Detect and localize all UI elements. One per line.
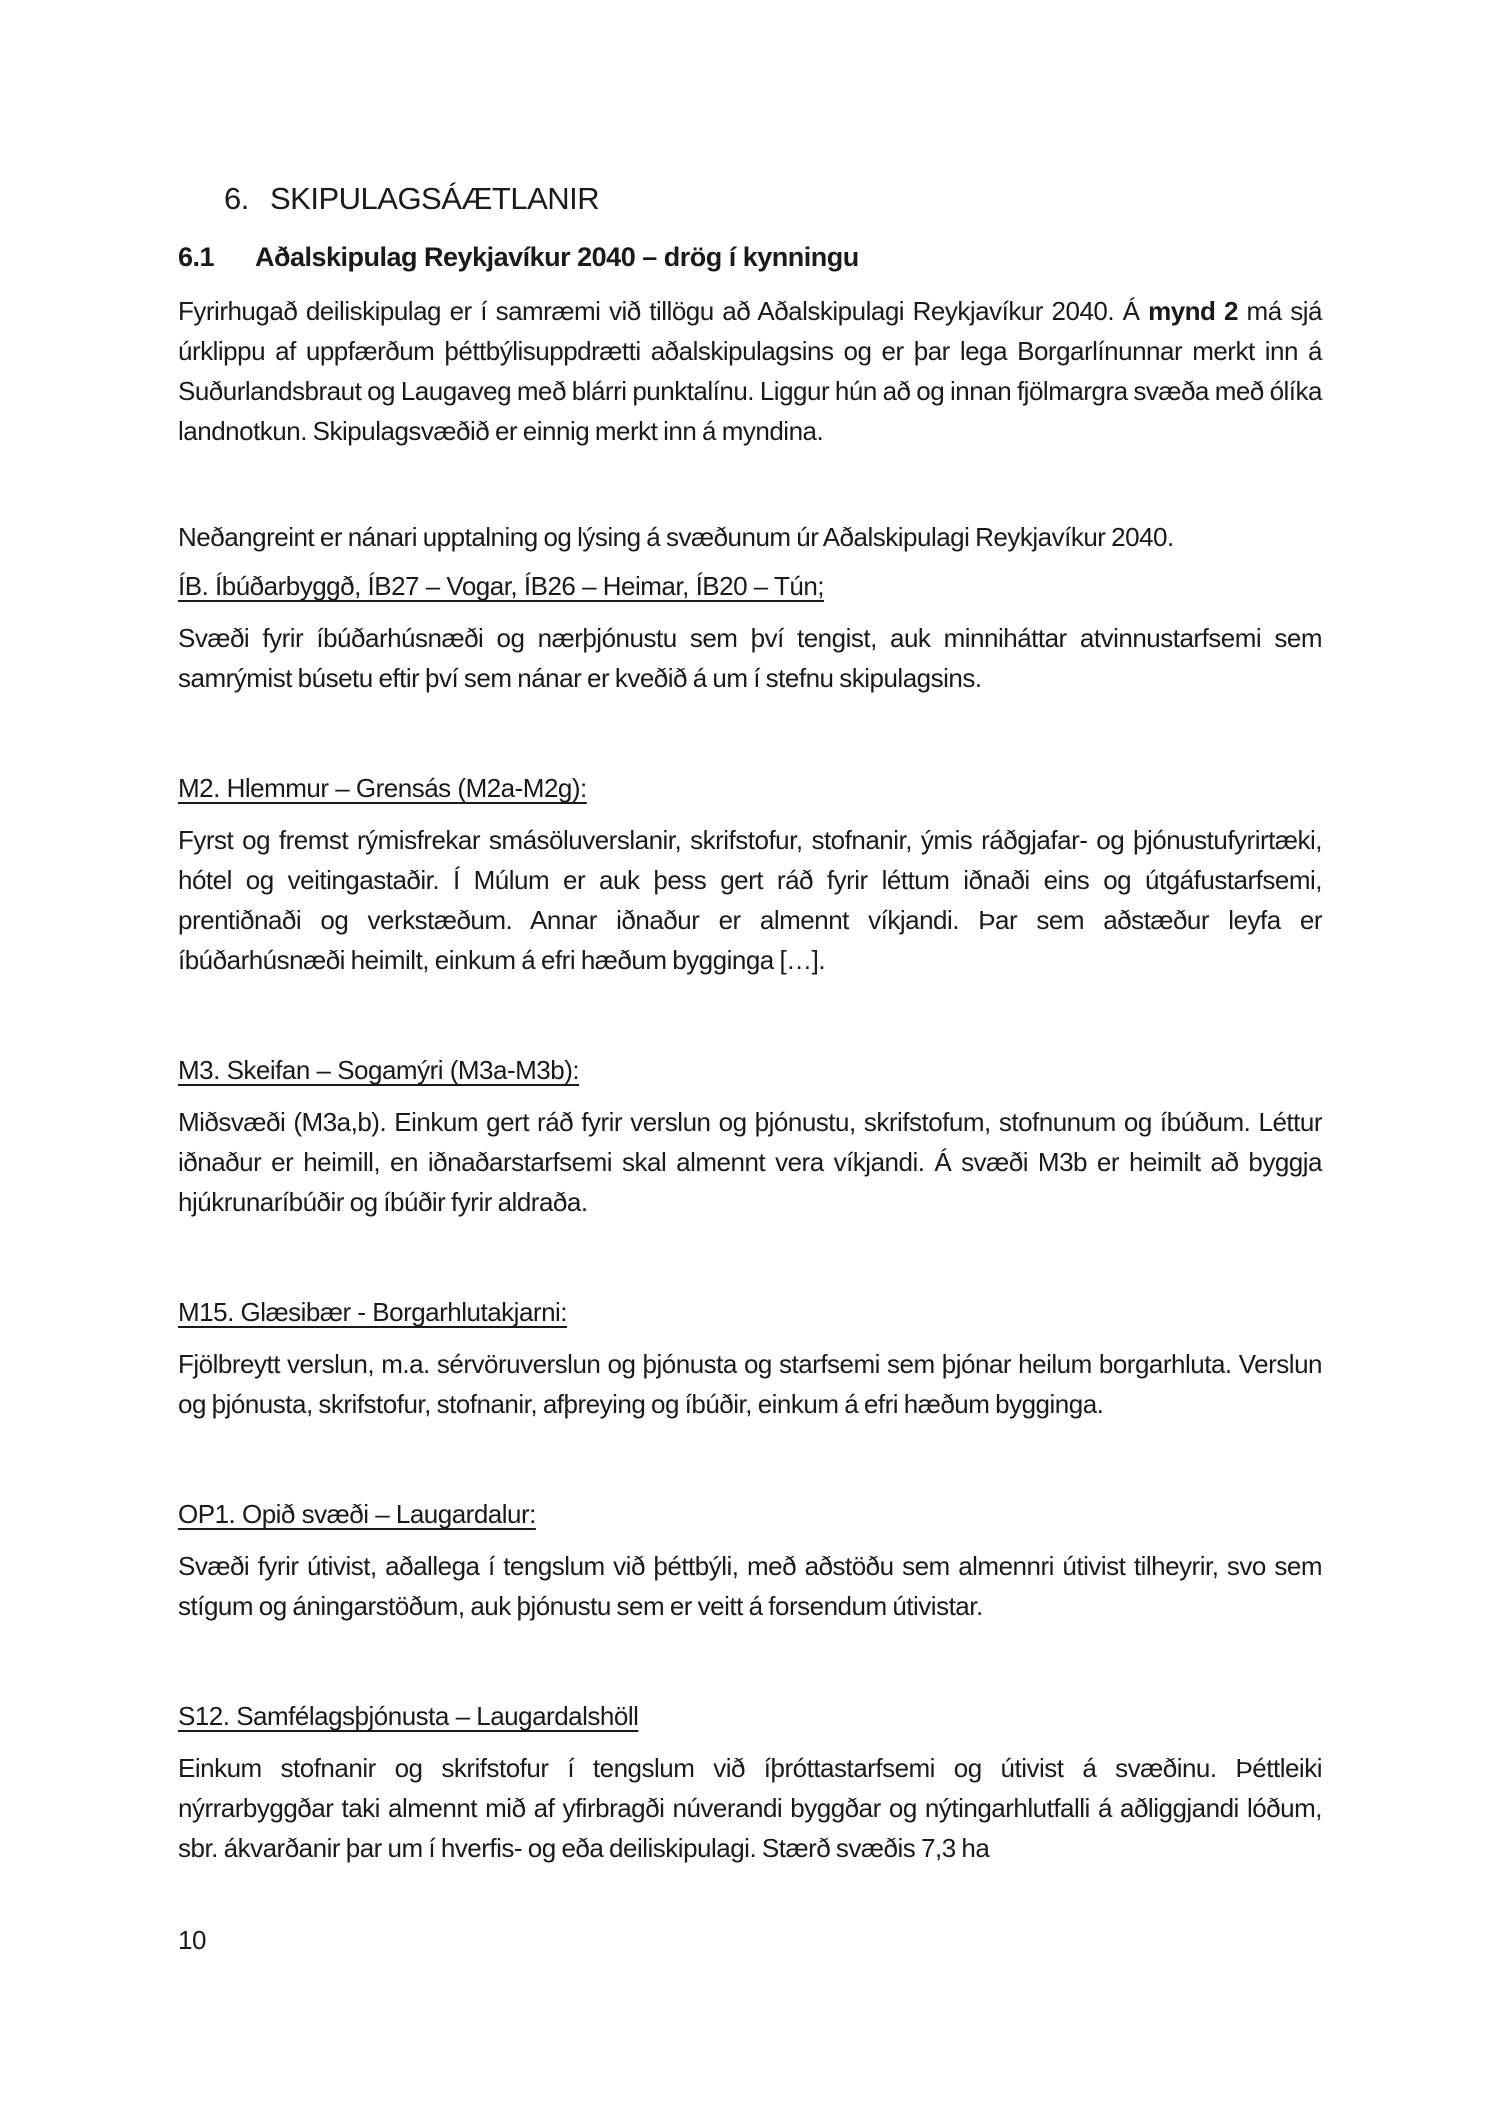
subsection-heading-title: Aðalskipulag Reykjavíkur 2040 – drög í kynningu (255, 242, 859, 272)
section-s12 (178, 1696, 1322, 1868)
section-m2-heading: M2. Hlemmur – Grensás (M2a-M2g): (178, 773, 587, 803)
section-m15-heading: M15. Glæsibær - Borgarhlutakjarni: (178, 1297, 568, 1327)
overview-paragraph: Neðangreint er nánari upptalning og lýsing á svæðunum úr Aðalskipulagi Reykjavíkur 2040. (178, 522, 1174, 552)
section-m2-body: Fyrst og fremst rýmisfrekar smásöluverslanir, skrifstofur, stofnanir, ýmis ráðgjafar- og þjónustufyrirtæki, hótel og veitingastaðir. Í Múlum er auk þess gert ráð fyrir léttum iðnaði eins og útgáfustarfsemi, prentiðnaði og verkstæðum. Annar iðnaður er almennt víkjandi. Þar sem aðstæður leyfa er íbúðarhúsnæði heimilt, einkum á efri hæðum bygginga […]. (178, 825, 1322, 975)
section-op1-heading: OP1. Opið svæði – Laugardalur: (178, 1499, 536, 1529)
section-m3-body: Miðsvæði (M3a,b). Einkum gert ráð fyrir verslun og þjónustu, skrifstofum, stofnunum og íbúðum. Léttur iðnaður er heimill, en iðnaðarstarfsemi skal almennt vera víkjandi. Á svæði M3b er heimilt að byggja hjúkrunaríbúðir og íbúðir fyrir aldraða. (178, 1107, 1322, 1217)
section-s12-heading: S12. Samfélagsþjónusta – Laugardalshöll (178, 1701, 639, 1731)
section-m3 (178, 1050, 1322, 1222)
intro-bold-reference: mynd 2 (1148, 296, 1238, 326)
subsection-heading-number: 6.1 (178, 242, 215, 272)
section-ib-heading: ÍB. Íbúðarbyggð, ÍB27 – Vogar, ÍB26 – Heimar, ÍB20 – Tún; (178, 571, 825, 601)
section-heading-title: SKIPULAGSÁÆTLANIR (270, 181, 600, 216)
page-number: 10 (178, 1925, 206, 1955)
section-heading-number: 6. (224, 181, 249, 216)
section-op1 (178, 1494, 1322, 1626)
section-m3-heading: M3. Skeifan – Sogamýri (M3a-M3b): (178, 1055, 580, 1085)
section-op1-body: Svæði fyrir útivist, aðallega í tengslum við þéttbýli, með aðstöðu sem almennri útivist tilheyrir, svo sem stígum og áningarstöðum, auk þjónustu sem er veitt á forsendum útivistar. (178, 1551, 1322, 1621)
subsection-heading (178, 237, 1322, 277)
section-ib (178, 566, 1322, 698)
intro-text-post: má sjá úrklippu af uppfærðum þéttbýlisuppdrætti aðalskipulagsins og er þar lega Borgarlínunnar merkt inn á Suðurlandsbraut og Laugaveg með blárri punktalínu. Liggur hún að og innan fjölmargra svæða með ólíka landnotkun. Skipulagsvæðið er einnig merkt inn á myndina. (178, 296, 1322, 446)
section-m15 (178, 1292, 1322, 1424)
section-m15-body: Fjölbreytt verslun, m.a. sérvöruverslun og þjónusta og starfsemi sem þjónar heilum borgarhluta. Verslun og þjónusta, skrifstofur, stofnanir, afþreying og íbúðir, einkum á efri hæðum bygginga. (178, 1349, 1322, 1419)
section-heading (224, 179, 1322, 219)
section-s12-body: Einkum stofnanir og skrifstofur í tengslum við íþróttastarfsemi og útivist á svæðinu. Þéttleiki nýrrarbyggðar taki almennt mið af yfirbragði núverandi byggðar og nýtingarhlutfalli á aðliggjandi lóðum, sbr. ákvarðanir þar um í hverfis- og eða deiliskipulagi. Stærð svæðis 7,3 ha (178, 1753, 1322, 1863)
section-m2 (178, 768, 1322, 980)
intro-text-pre: Fyrirhugað deiliskipulag er í samræmi við tillögu að Aðalskipulagi Reykjavíkur 2040. Á (178, 296, 1149, 326)
intro-paragraph (178, 291, 1322, 451)
section-ib-body: Svæði fyrir íbúðarhúsnæði og nærþjónustu sem því tengist, auk minniháttar atvinnustarfsemi sem samrýmist búsetu eftir því sem nánar er kveðið á um í stefnu skipulagsins. (178, 623, 1322, 693)
